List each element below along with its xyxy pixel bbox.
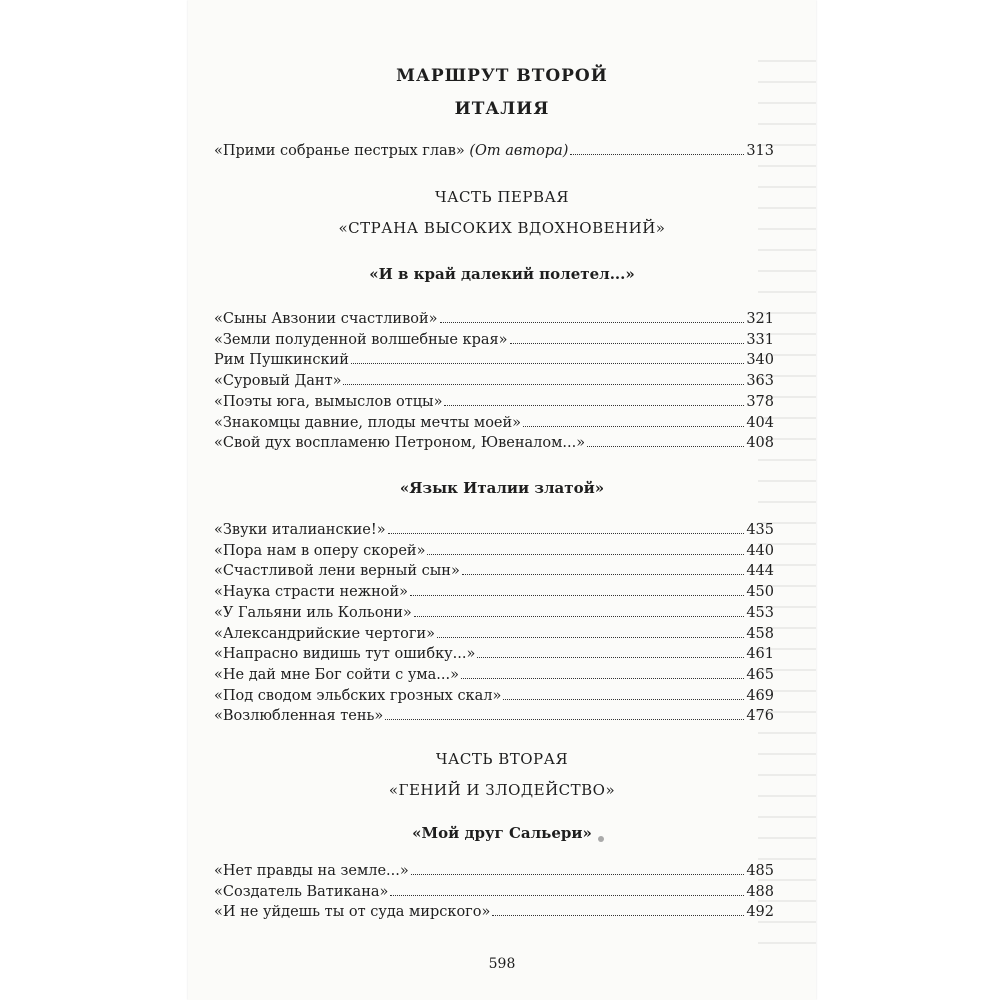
toc-entry — [214, 902, 774, 922]
part2-label: ЧАСТЬ ВТОРАЯ — [435, 750, 569, 768]
leader-dots — [587, 433, 744, 447]
paper-speck — [598, 836, 604, 842]
toc-entry-intro — [214, 141, 774, 161]
toc-entry — [214, 392, 774, 412]
toc-entry-page: 453 — [746, 604, 774, 621]
leader-dots — [411, 861, 745, 875]
part1-section1-title: «И в край далекий полетел...» — [369, 265, 635, 283]
toc-entry — [214, 686, 774, 706]
toc-entry — [214, 350, 774, 370]
toc-entry — [214, 882, 774, 902]
toc-entry — [214, 624, 774, 644]
toc-entry-page: 340 — [746, 352, 774, 369]
toc-entry-page: 331 — [746, 331, 774, 348]
leader-dots — [461, 665, 744, 679]
toc-entry-title: Рим Пушкинский — [214, 352, 349, 369]
toc-entry — [214, 861, 774, 881]
toc-entry-title: «У Гальяни иль Кольони» — [214, 604, 412, 621]
toc-entry-page: 440 — [746, 542, 774, 559]
toc-entry-title: «Прими собранье пестрых глав» (От автора) — [214, 143, 569, 159]
leader-dots — [462, 561, 744, 575]
leader-dots — [351, 350, 744, 364]
leader-dots — [388, 520, 745, 534]
toc-entry-page: 469 — [746, 687, 774, 704]
toc-entry-title: «Создатель Ватикана» — [214, 883, 389, 900]
toc-entry-title: «Свой дух воспламеню Петроном, Ювеналом...» — [214, 435, 586, 452]
toc-entry-title: «Сыны Авзонии счастливой» — [214, 311, 438, 327]
part1-title: «СТРАНА ВЫСОКИХ ВДОХНОВЕНИЙ» — [338, 219, 666, 237]
toc-entry-page: 465 — [746, 666, 774, 683]
part1-label: ЧАСТЬ ПЕРВАЯ — [435, 188, 569, 206]
toc-entry-title: «Наука страсти нежной» — [214, 584, 409, 601]
toc-entry-page: 378 — [746, 393, 774, 410]
leader-dots — [427, 541, 744, 555]
toc-entry — [214, 520, 774, 540]
toc-entry — [214, 644, 774, 664]
toc-entry-title: «Александрийские чертоги» — [214, 625, 436, 642]
leader-dots — [414, 603, 745, 617]
toc-entry-title: «Земли полуденной волшебные края» — [214, 331, 508, 348]
leader-dots — [523, 413, 744, 427]
leader-dots — [437, 624, 744, 638]
toc-entry — [214, 603, 774, 623]
toc-entry-page: 321 — [746, 311, 774, 327]
toc-entry-title: «Не дай мне Бог сойти с ума...» — [214, 666, 459, 683]
toc-entry — [214, 561, 774, 581]
toc-entry-page: 435 — [746, 522, 774, 538]
leader-dots — [444, 392, 744, 406]
toc-entry-page: 488 — [746, 883, 774, 900]
route-title: МАРШРУТ ВТОРОЙ — [396, 66, 608, 86]
page-number: 598 — [488, 956, 516, 972]
toc-entry — [214, 665, 774, 685]
toc-entry-page: 450 — [746, 584, 774, 601]
toc-entry-title: «И не уйдешь ты от суда мирского» — [214, 904, 491, 921]
toc-entry-title: «Звуки италианские!» — [214, 522, 386, 538]
part2-section1-title: «Мой друг Сальери» — [412, 824, 592, 842]
book-page — [188, 0, 816, 1000]
toc-entry — [214, 371, 774, 391]
toc-entry-page: 313 — [746, 143, 774, 159]
toc-entry-title: «Поэты юга, вымыслов отцы» — [214, 393, 443, 410]
toc-entry-page: 461 — [746, 646, 774, 663]
leader-dots — [343, 371, 744, 385]
toc-entry — [214, 413, 774, 433]
part2-title: «ГЕНИЙ И ЗЛОДЕЙСТВО» — [388, 781, 616, 799]
toc-entry-title: «Нет правды на земле...» — [214, 863, 409, 879]
leader-dots — [477, 644, 744, 658]
toc-entry-page: 458 — [746, 625, 774, 642]
toc-entry-page: 444 — [746, 563, 774, 580]
toc-entry — [214, 706, 774, 726]
toc-entry-page: 476 — [746, 708, 774, 725]
toc-entry-title: «Знакомцы давние, плоды мечты моей» — [214, 414, 522, 431]
toc-entry-page: 485 — [746, 863, 774, 879]
part1-section2-title: «Язык Италии златой» — [399, 479, 605, 497]
toc-entry-page: 363 — [746, 373, 774, 390]
toc-entry-page: 404 — [746, 414, 774, 431]
toc-entry — [214, 541, 774, 561]
toc-entry — [214, 582, 774, 602]
toc-entry-page: 408 — [746, 435, 774, 452]
toc-entry-title: «Возлюбленная тень» — [214, 708, 384, 725]
leader-dots — [510, 330, 745, 344]
toc-entry-title: «Напрасно видишь тут ошибку...» — [214, 646, 476, 663]
toc-entry — [214, 309, 774, 329]
toc-entry-page: 492 — [746, 904, 774, 921]
toc-entry — [214, 330, 774, 350]
toc-entry — [214, 433, 774, 453]
leader-dots — [492, 902, 744, 916]
country-title: ИТАЛИЯ — [454, 99, 550, 119]
leader-dots — [503, 686, 744, 700]
leader-dots — [570, 141, 744, 155]
leader-dots — [440, 309, 745, 323]
leader-dots — [410, 582, 744, 596]
leader-dots — [385, 706, 744, 720]
toc-entry-title: «Суровый Дант» — [214, 373, 342, 390]
toc-entry-title: «Счастливой лени верный сын» — [214, 563, 460, 580]
toc-entry-title: «Пора нам в оперу скорей» — [214, 542, 426, 559]
leader-dots — [390, 882, 744, 896]
toc-entry-title: «Под сводом эльбских грозных скал» — [214, 687, 502, 704]
